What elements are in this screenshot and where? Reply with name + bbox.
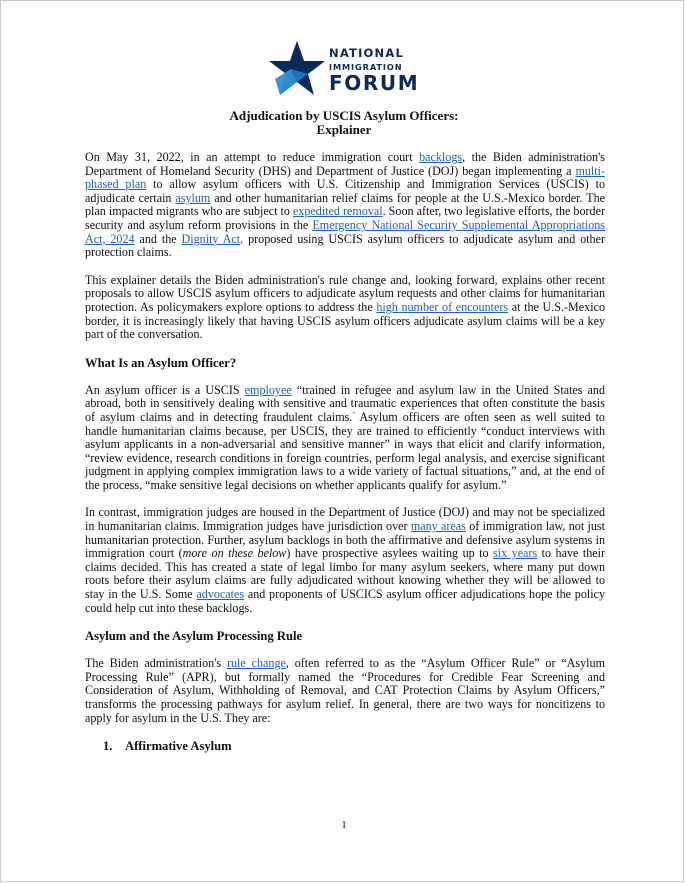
text: Asylum officers are often seen as well suited to handle humanitarian claims because, per USCIS, they are trained to efficiently “conduct interviews with asylum applicants in a non-adversarial and sensitive manner” in ways that elicit and clarify information, “review evidence, research conditions in foreign countries, perform legal analysis, and exercise significant judgment in applying complex immigration laws to a wide variety of factual situations,” and, at the end of the process, “make sensitive legal decisions on whether applicants qualify for asylum.” [85, 409, 605, 492]
link-six-years[interactable]: six years [493, 546, 538, 561]
list-item-label: Affirmative Asylum [125, 739, 232, 754]
logo-line-forum: FORUM [329, 70, 420, 95]
paragraph-processing-rule [85, 657, 605, 725]
logo-wordmark [329, 48, 419, 93]
footnote-marker: ” [352, 411, 355, 418]
list-item [103, 739, 605, 753]
list-item-number: 1. [103, 739, 113, 754]
text: of immigration law, not just humanitarian protection. Further, asylum backlogs in both the affirmative and defensive asylum systems in immigration court ( [85, 519, 605, 561]
link-expedited-removal[interactable]: expedited removal [292, 204, 383, 219]
link-advocates[interactable]: advocates [196, 587, 245, 602]
text: , often referred to as the “Asylum Officer Rule” or “Asylum Processing Rule” (APR), but formally named the “Procedures for Credible Fear Screening and Consideration of Asylum, Withholding of Removal, and CAT Protection Claims by Asylum Officers,” transforms the processing pathways for asylum relief. In general, there are two ways for noncitizens to apply for asylum in the U.S. They are: [85, 656, 605, 725]
star-icon [267, 39, 327, 99]
heading-what-is-asylum-officer: What Is an Asylum Officer? [85, 355, 237, 370]
text: proposed using USCIS asylum officers to adjudicate asylum and other protection claims. [85, 231, 605, 260]
text: The Biden administration's [85, 656, 227, 671]
text: . Soon after, two legislative efforts, the border security and asylum reform provisions in the [85, 204, 605, 232]
link-many-areas[interactable]: many areas [410, 519, 466, 534]
document-body [85, 151, 605, 753]
paragraph-asylum-officer [85, 384, 605, 493]
heading-asylum-processing-rule: Asylum and the Asylum Processing Rule [85, 629, 303, 644]
text: An asylum officer is a USCIS [85, 382, 245, 397]
text: and other humanitarian relief claims for people at the U.S.-Mexico border. The plan impacted migrants who are subject to [85, 190, 606, 219]
link-rule-change[interactable]: rule change [226, 656, 286, 671]
link-dignity-act[interactable]: Dignity Act, [181, 231, 244, 246]
title-line-1: Adjudication by USCIS Asylum Officers: [229, 108, 459, 123]
link-asylum[interactable]: asylum [175, 190, 211, 205]
paragraph-immigration-judges [85, 506, 605, 615]
italic-note: more on these below [182, 546, 287, 561]
link-emergency-supplemental-act[interactable]: Emergency National Security Supplemental Appropriations Act, 2024 [85, 217, 605, 246]
text: ) have prospective asylees waiting up to [286, 546, 494, 561]
text: In contrast, immigration judges are housed in the Department of Justice (DOJ) and may not be specialized in humanitarian claims. Immigration judges have jurisdiction over [85, 505, 605, 534]
paragraph-overview [85, 274, 605, 342]
link-backlogs[interactable]: backlogs [419, 150, 463, 164]
document-title [1, 109, 686, 137]
text: at the U.S.-Mexico border, it is increasingly likely that having USCIS asylum officers adjudicate asylum claims will be a key part of the conversation. [85, 299, 605, 342]
paragraph-intro [85, 151, 605, 260]
link-high-number-of-encounters[interactable]: high number of encounters [376, 299, 509, 314]
text: “trained in refugee and asylum law in the United States and abroad, both in sensitively dealing with sensitive and traumatic experiences that often constitute the basis of asylum claims and in detecting fraudulent claims. [85, 382, 606, 424]
national-immigration-forum-logo [267, 39, 420, 99]
text: , the Biden administration's Department of Homeland Security (DHS) and Department of Justice (DOJ) began implementing a [85, 150, 605, 178]
link-multi-phased-plan[interactable]: multi-phased plan [85, 163, 605, 192]
text: to allow asylum officers with U.S. Citizenship and Immigration Services (USCIS) to adjudicate certain [85, 177, 605, 205]
logo-line-immigration: IMMIGRATION [329, 61, 403, 72]
text: and proponents of USCICS asylum officer adjudications hope the policy could help cut into these backlogs. [85, 587, 606, 615]
link-employee[interactable]: employee [244, 382, 292, 397]
text: and the [134, 231, 182, 246]
title-line-2: Explainer [316, 122, 372, 137]
text: to have their claims decided. This has created a state of legal limbo for many asylum seekers, where many put down roots before their asylum claims are fully adjudicated without knowing whether they will be allowed to stay in the U.S. Some [85, 546, 606, 602]
logo-line-national: NATIONAL [329, 46, 404, 60]
text: On May 31, 2022, in an attempt to reduce immigration court [85, 150, 420, 164]
text: This explainer details the Biden administration's rule change and, looking forward, explains other recent proposals to allow USCIS asylum officers to adjudicate asylum requests and other claims for humanitarian protection. As policymakers explore options to address the [85, 272, 605, 314]
page-number: 1 [341, 819, 347, 831]
